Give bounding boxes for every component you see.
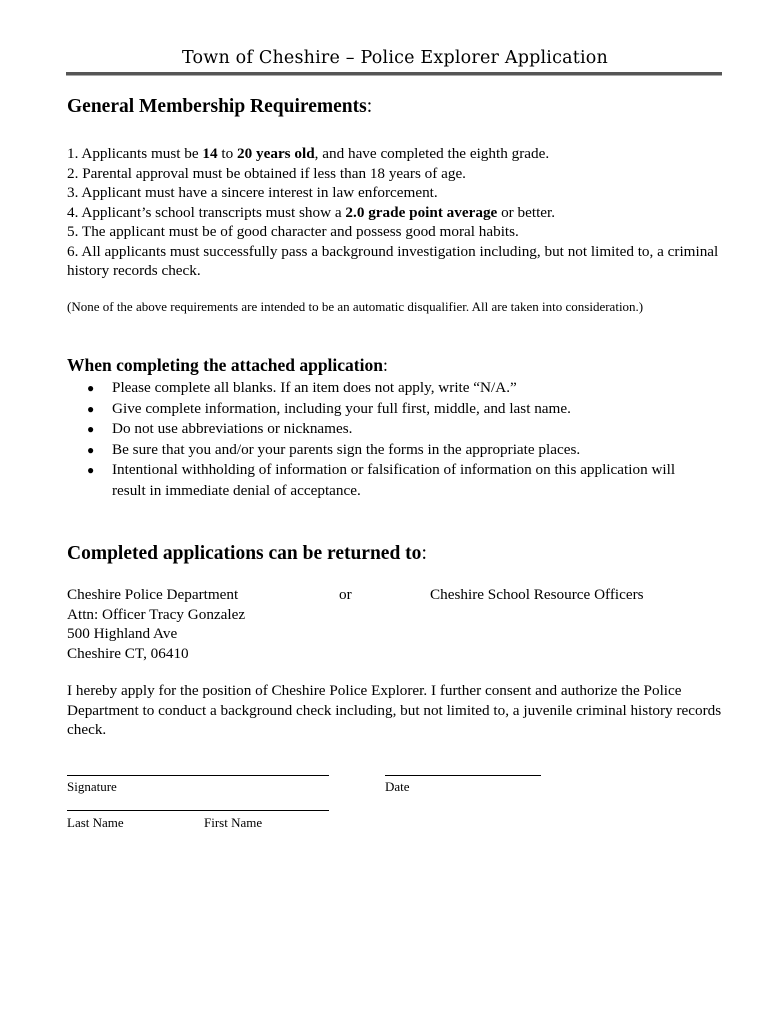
- requirement-item-2: 2. Parental approval must be obtained if less than 18 years of age.: [67, 164, 466, 182]
- date-label: Date: [385, 779, 410, 794]
- date-line[interactable]: [385, 775, 541, 776]
- address-line: Cheshire CT, 06410: [67, 644, 189, 662]
- name-line[interactable]: [67, 810, 329, 811]
- instruction-item: [67, 460, 707, 501]
- return-address: [67, 585, 245, 663]
- bullet-icon: ●: [87, 381, 95, 395]
- instruction-item: [67, 378, 707, 399]
- return-heading-text: Completed applications can be returned to: [67, 543, 422, 564]
- address-line: Attn: Officer Tracy Gonzalez: [67, 605, 246, 623]
- address-line: Cheshire Police Department: [67, 586, 239, 603]
- requirement-item-5: 5. The applicant must be of good character and possess good moral habits.: [67, 223, 519, 240]
- instruction-text: Please complete all blanks. If an item does not apply, write “N/A.”: [112, 379, 517, 396]
- last-name-label: Last Name: [67, 815, 124, 830]
- bullet-icon: ●: [87, 401, 95, 416]
- instruction-item: [67, 440, 707, 461]
- instruction-item: [67, 419, 707, 440]
- instructions-heading-colon: :: [382, 355, 388, 375]
- requirements-heading: [67, 96, 372, 118]
- page-title: Town of Cheshire – Police Explorer Application: [182, 48, 608, 68]
- return-heading: [67, 543, 427, 565]
- requirement-item-3: 3. Applicant must have a sincere interest in law enforcement.: [67, 184, 438, 201]
- req-1-part: to: [217, 145, 238, 162]
- requirements-note: (None of the above requirements are intended to be an automatic disqualifier. All are taken into consideration.): [67, 299, 644, 314]
- return-heading-colon: :: [421, 543, 427, 564]
- instruction-text: Be sure that you and/or your parents sign the forms in the appropriate places.: [112, 440, 581, 458]
- req-1-part: , and have completed the eighth grade.: [314, 145, 550, 162]
- instructions-list: [67, 378, 707, 501]
- instruction-item: [67, 399, 707, 420]
- or-label: or: [339, 586, 352, 603]
- requirement-item-4: [67, 203, 727, 223]
- first-name-label: First Name: [204, 815, 263, 830]
- req-4-part: or better.: [497, 203, 556, 221]
- instructions-heading: [67, 355, 388, 376]
- req-1-max-age: 20 years old: [237, 145, 315, 162]
- instruction-text: Give complete information, including your full first, middle, and last name.: [112, 399, 571, 417]
- req-4-part: 4. Applicant’s school transcripts must show a: [67, 203, 346, 221]
- instruction-text: Do not use abbreviations or nicknames.: [112, 420, 353, 437]
- instruction-text: Intentional withholding of information or falsification of information on this application will result in immediate denial of acceptance.: [112, 461, 676, 499]
- title-divider: [66, 72, 722, 76]
- requirements-list: [67, 144, 727, 281]
- consent-statement: I hereby apply for the position of Cheshire Police Explorer. I further consent and authorize the Police Department to conduct a background check including, but not limited to, a juvenile criminal history records check.: [67, 682, 722, 738]
- instructions-heading-text: When completing the attached application: [67, 355, 383, 375]
- bullet-icon: ●: [87, 442, 95, 457]
- signature-line[interactable]: [67, 775, 329, 776]
- alternate-return-location: Cheshire School Resource Officers: [430, 586, 644, 603]
- requirements-heading-colon: :: [366, 96, 373, 117]
- req-1-part: 1. Applicants must be: [67, 145, 203, 162]
- address-line: 500 Highland Ave: [67, 625, 178, 642]
- signature-label: Signature: [67, 779, 117, 794]
- requirement-item-6: 6. All applicants must successfully pass a background investigation including, but not limited to, a criminal history records check.: [67, 242, 719, 279]
- req-4-gpa: 2.0 grade point average: [345, 203, 498, 221]
- requirements-heading-text: General Membership Requirements: [67, 96, 367, 117]
- bullet-icon: ●: [87, 463, 95, 477]
- req-1-min-age: 14: [202, 145, 218, 162]
- bullet-icon: ●: [87, 422, 95, 436]
- requirement-item-1: [67, 144, 727, 164]
